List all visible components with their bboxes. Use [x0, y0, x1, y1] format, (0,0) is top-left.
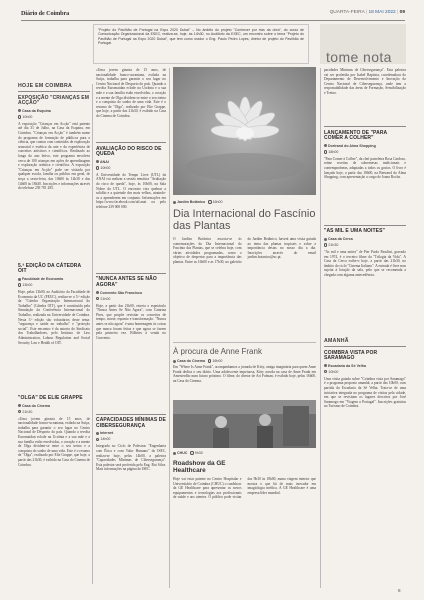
- mid-article3-meta: Internet: [96, 431, 166, 435]
- anne-frank-body: Em "Where Is Anne Frank", acompanhamos a jornada de Kitty, amiga imaginária para quem Anne Frank dedica o seu diário. Uma adolescente impetuosa, Kitty acorda na casa de Anne Frank em Amesterdão num futuro próximo. O filme, do diretor de Ari Folman, é exibido hoje, pelas 16h00, na Casa do Cinema.: [173, 365, 316, 383]
- location-pin-icon: [96, 291, 99, 294]
- masthead: [21, 9, 405, 23]
- anne-frank-meta: Casa do Cinema 16h00: [173, 359, 316, 363]
- clock-icon: [96, 438, 99, 441]
- left-article2-meta: Faculdade de Economia: [18, 277, 90, 281]
- right-article2-title: "AS MIL E UMA NOITES": [324, 228, 386, 235]
- mid-article1-body: A Universidade do Tempo Livre (UTL) da ANAI vai realizar a sessão temática "Avaliação do risco de queda", hoje, às 10h00, na Sala Nobre da UTL. O encontro visa quebrar a solidão e a quietude dos mais velhos, atraindo-os a aprenderem em conjunto. Informações em https://www.facebook.com/utl.anai ou pelo telefone 239 000 000.: [96, 172, 166, 209]
- feature-body: O Jardim Botânico associa-se às comemorações do Dia Internacional do Fascínio das Plantas, que se celebra hoje, com várias atividades programadas, como o objetivo de despertar para a importância das plantas. Entre as 16h00 e as 17h30, no galeirão do Jardim Botânico, haverá uma visita guiada ao tema das plantas tropicais e sobre a importância destas no nosso dia a dia. Inscrições através do email jardim.botanico@uc.pt.: [173, 237, 316, 264]
- right-column: [324, 68, 406, 588]
- feature-meta: Jardim Botânico 16h00: [173, 200, 316, 204]
- location-pin-icon: [324, 364, 327, 367]
- masthead-weekday: QUARTA-FEIRA: [329, 10, 365, 15]
- right-article1-body: "Para Comer à Colher", da chef pasteleira Rosa Cardoso, reúne receitas de sobremesas tradicionais e contemporâneas, adaptadas a todos os gostos. O livro é lançado hoje, a partir das 18h00, na Bertrand do Alma Shopping, com apresentação a cargo de Joana Rocha.: [324, 156, 406, 180]
- left-article3-meta: Casa do Cinema: [18, 404, 90, 408]
- right-article2-meta: Casa da Cerca: [324, 237, 406, 241]
- mid-article2-body: Hoje, a partir das 21h00, estreia o espetáculo "Nunca Antes Se Não Agora", com Catarina Pires, que propõe revisitar os conceitos de tempo, morte, espanto e transformação. "Nunca antes se não agora" é uma homenagem às coisas que nunca foram feitas e que agora se fazem pela primeira vez. Bilhetes à venda no Convento.: [96, 303, 166, 340]
- location-pin-icon: [324, 144, 327, 147]
- right-article2-time: 21h30: [328, 242, 339, 247]
- left-article1-title: EXPOSIÇÃO "CRIANÇAS EM ACÇÃO": [18, 94, 89, 107]
- feature-title: Dia Internacional do Fascínio das Plantas: [173, 208, 316, 232]
- roadshow-body: Hoje vai estar patente no Centro Hospitalar e Universitário de Coimbra (CHUC) o roadshow da GE Healthcare para apresentar os novos equipamentos e tecnologias aos profissionais de saúde e aos utentes. O público pode visitar das 9h30 às 18h00, numa viagem interior que mostra o que há de mais inovador em imagiologia médica. A GE Healthcare é uma empresa líder mundial.: [173, 477, 316, 500]
- location-pin-icon: [173, 201, 176, 204]
- roadshow-article: [173, 451, 316, 571]
- location-pin-icon: [18, 404, 21, 407]
- masthead-date: 18 MAI 2022: [368, 10, 396, 15]
- mid-article2-meta: Convento São Francisco: [96, 291, 166, 295]
- mid-article1-title: AVALIAÇÃO DO RISCO DE QUEDA: [96, 145, 162, 158]
- location-pin-icon: [173, 452, 176, 455]
- label-hoje: HOJE EM COIMBRA: [18, 83, 73, 89]
- clock-icon: [208, 200, 211, 203]
- right-article2-body: "As mil e uma noites" de Pier Paolo Pasolini, gravado em 1974, é o terceiro filme da "Trilogia da Vida". A Casa da Cerca exibe-o hoje, a partir das 21h30, no âmbito do ciclo "Cinema Italiano". A entrada é livre mas sujeita à lotação da sala, pelo que se recomenda a chegada com alguma antecedência.: [324, 249, 406, 277]
- clock-icon: [18, 283, 21, 286]
- left-article1-meta: Casa da Esquina: [18, 109, 90, 113]
- left-article2-body: Hoje, pelas 13h00, no Auditório da Faculdade de Economia da UC (FEUC), realiza-se a 5.ª edição da "Cátedra Organização Internacional do Trabalho" (Cátedra OIT), que é constituída pela Simulação da Conferência Internacional do Trabalho, realizada na Universidade de Coimbra. Nesta 5.ª edição são voluntários deste tema: "segurança e saúde no trabalho" e "proteção social". Este encontro é da autoria do Sindicato dos Trabalhadores, pelo Instituto de Law Administration, Labour Regulation and Social Security Law e Health of OIT.: [18, 289, 90, 345]
- masthead-dateline: QUARTA-FEIRA | 18 MAI 2022 | 09: [329, 10, 405, 15]
- middle-column: [96, 68, 166, 588]
- masthead-rule: [21, 20, 405, 21]
- left-article3-title: "OLGA" DE ELIE GRAPPE: [18, 394, 83, 401]
- feature-photo: [173, 67, 316, 195]
- mid-article3-time: 14h00: [100, 437, 111, 442]
- section-header: [320, 24, 406, 64]
- mid-article2-time: 21h00: [100, 296, 111, 301]
- masthead-page: 09: [399, 10, 405, 15]
- right-top-text: pacidades Mínimas de Cibersegurança". Esta palestra vai ser proferida por Isabel Baptista, coordenadora do Departamento de Desenvolvimento e Inovação do Centro Nacional de Cibersegurança, onde tem a responsabilidade das áreas de Formação, Sensibilização e Treino.: [324, 68, 406, 95]
- right-article3-title: COIMBRA VISTA POR SARAMAGO: [324, 349, 378, 362]
- right-article1-meta: Dortrand do Alma Shopping: [324, 144, 406, 148]
- location-pin-icon: [18, 278, 21, 281]
- feature-article: [173, 200, 316, 340]
- intro-box: [93, 24, 309, 64]
- location-pin-icon: [96, 432, 99, 435]
- location-pin-icon: [96, 160, 99, 163]
- anne-frank-title: À procura de Anne Frank: [173, 347, 262, 356]
- right-article1-title: LANÇAMENTO DE "PARA COMER A COLHER": [324, 129, 388, 142]
- mid-article2-title: "NUNCA ANTES SE NÃO AGORA": [96, 276, 157, 288]
- right-article3-time: 10h00: [328, 369, 339, 374]
- location-pin-icon: [173, 360, 176, 363]
- mid-article1-meta: ANAI: [96, 160, 166, 164]
- clock-icon: [18, 115, 21, 118]
- clock-icon: [96, 297, 99, 300]
- left-article2-time: 13h00: [22, 282, 33, 287]
- roadshow-title: Roadshow da GE Healthcare: [173, 460, 226, 474]
- mid-article1-time: 10h00: [100, 165, 111, 170]
- masthead-logo: Diário de Coimbra: [21, 10, 70, 17]
- clock-icon: [190, 451, 193, 454]
- clock-icon: [324, 370, 327, 373]
- mid-article3-title: CAPACIDADES MÍNIMAS DE CIBERSEGURANÇA: [96, 417, 166, 429]
- right-article1-time: 18h00: [328, 149, 339, 154]
- left-article3-time: 21h30: [22, 409, 33, 414]
- anne-frank-article: [173, 347, 316, 399]
- mid-article3-body: Integrada no Ciclo de Palestras "Engenharia com Ética e com Valor Humano" do ISEC, realiza-se hoje, pelas 14h00, a palestra "Capacidades Mínimas de Cibersegurança". Esta palestra será proferida pelo Eng. Rui Silva. Mais informações na página do ISEC.: [96, 444, 166, 472]
- left-article3-body: «Uma jovem ginasta de 15 anos, de nacionalidade franco-ucraniana, exilada na Suíça, trabalha para garantir o seu lugar no Centro Nacional de Desporto do país. Quando a revolta Euromaidan eclode na Ucrânia e a sua mãe e a sua família estão envolvidas, o coração e a mente de Olga dividem-se entre o seu treino e a conquista do sonho de uma vida. Este é o resumo de "Olga", realizado por Elie Grappe, que hoje, a partir das 21h30, é exibido na Casa do Cinema de Coimbra.: [18, 416, 90, 467]
- left-article1-time: 10h00: [22, 114, 33, 119]
- clock-icon: [324, 243, 327, 246]
- left-column: [18, 83, 90, 583]
- roadshow-meta: CHUC 9h30: [173, 451, 316, 455]
- mid-continuation: «Uma jovem ginasta de 15 anos, de nacionalidade franco-ucraniana, exilada na Suíça, trabalha para garantir o seu lugar no Centro Nacional de Desporto do país. Quando a revolta Euromaidan eclode na Ucrânia e a sua mãe e a sua família estão envolvidas, o coração e a mente de Olga dividem-se entre o seu treino e a conquista do sonho de uma vida. Este é o resumo de "Olga", realizado por Elie Grappe, que hoje, a partir das 21h30, é exibido na Casa do Cinema de Coimbra.: [96, 68, 166, 118]
- intro-text: "Projeto do Pavilhão de Portugal na Expo 2020 Dubai" – No âmbito do projeto "Conhecer por trás da obra", do curso de Comunicação Organizacional da ESEC, realiza-se, hoje, às 14h30, no Auditório da ESEC, um encontro sobre o tema "Projeto do Pavilhão de Portugal na Expo 2020 Dubai", que tem como orador o Eng. Paulo Pedro Lopes, diretor de projeto do Pavilhão de Portugal.: [98, 28, 304, 46]
- clock-icon: [324, 150, 327, 153]
- water-lily-image: [173, 67, 316, 195]
- location-pin-icon: [324, 238, 327, 241]
- film-still-image: [173, 400, 316, 448]
- clock-icon: [208, 359, 211, 362]
- left-article1-body: A exposição "Crianças em Acção" está patente até dia 31 de Julho, na Casa da Esquina, em Coimbra. "Crianças em Acção" é também nome do programa de formação de públicos para a ciência, que contou com conteúdos de exploração sensorial e estética da arte e da experiência de conceitos artísticos e científicos. Realizado ao longo do ano letivo, este programa envolveu cerca de 100 crianças em ações de aprendizagem e exploração artística e científica. A exposição "Crianças em Acção" pode ser visitada por qualquer escola, família ou público em geral, de terça a sexta-feira, das 10h00 às 12h30 e das 14h00 às 18h30. Inscrições e informações através do telefone 239 781 285.: [18, 121, 90, 191]
- location-pin-icon: [18, 109, 21, 112]
- clock-icon: [96, 166, 99, 169]
- left-article2-title: 5.ª EDIÇÃO DA CÁTEDRA OIT: [18, 262, 82, 275]
- right-article3-body: Uma visita guiada sobre "Coimbra vista por Saramago" é o programa proposto amanhã, a partir das 10h00, com partida da Escadaria da Sé Velha. Trata-se de uma iniciativa integrada no programa de visitas pela cidade, em que se revisitam os lugares descritos por José Saramago em "Viagem a Portugal". Inscrições gratuitas no Turismo de Coimbra.: [324, 376, 406, 409]
- section-title: tome nota: [326, 49, 392, 65]
- clock-icon: [18, 410, 21, 413]
- label-amanha: AMANHÃ: [324, 337, 349, 344]
- right-article3-meta: Escadaria da Sé Velha: [324, 364, 406, 368]
- anne-frank-photo: [173, 400, 316, 448]
- page-number: 8: [398, 588, 401, 593]
